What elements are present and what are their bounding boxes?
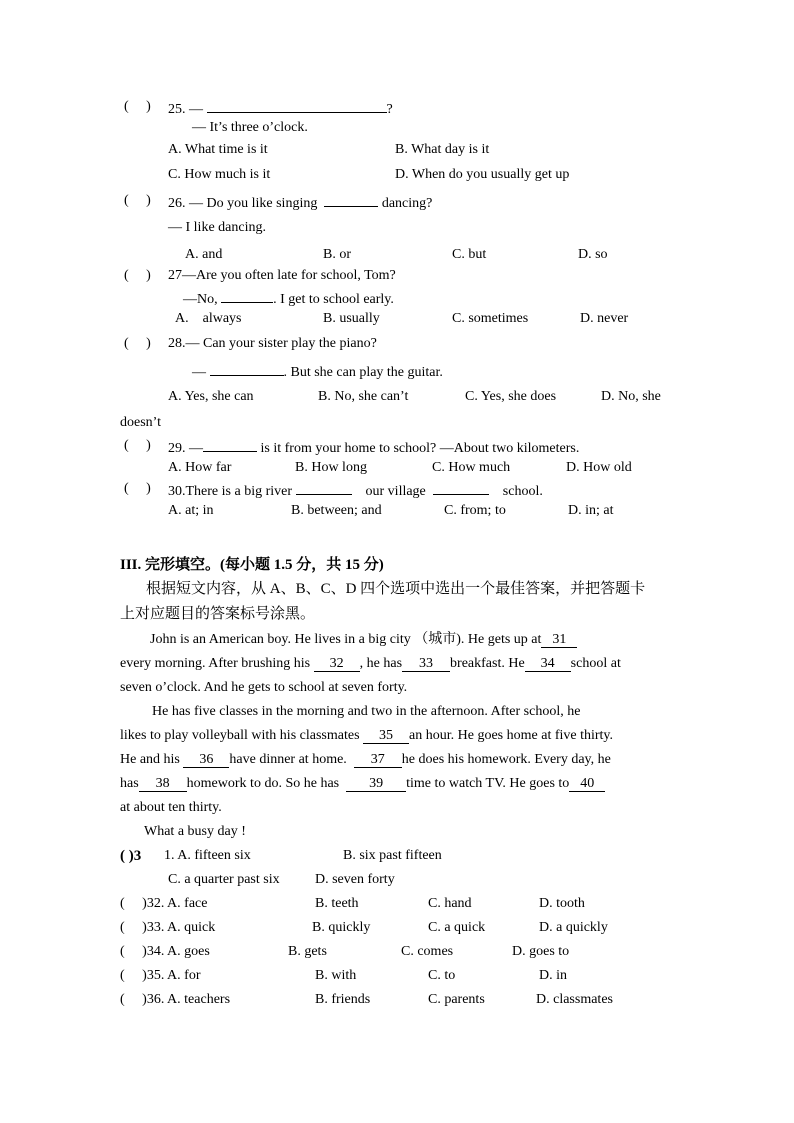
q28-option-a[interactable]: A. Yes, she can	[168, 389, 254, 404]
q27-option-d[interactable]: D. never	[580, 311, 629, 326]
q28-reply-pre: —	[192, 365, 206, 380]
q29-post: is it from your home to school? —About two kilometers.	[260, 441, 580, 456]
q36-option-d[interactable]: D. classmates	[536, 992, 613, 1007]
q34-option-b[interactable]: B. gets	[288, 944, 327, 959]
blank-37[interactable]: 37	[354, 753, 402, 768]
section-3-instruction-1: 根据短文内容，从 A、B、C、D 四个选项中选出一个最佳答案，并把答题卡	[146, 581, 646, 597]
q30-option-b[interactable]: B. between; and	[291, 503, 382, 518]
q30-post: school.	[502, 484, 543, 499]
section-3-title: III. 完形填空。(每小题 1.5 分，共 15 分)	[120, 557, 384, 573]
q32-option-b[interactable]: B. teeth	[315, 896, 359, 911]
passage-p1-line2	[120, 655, 621, 673]
q28-reply	[192, 361, 443, 382]
p1-l2-a: every morning. After brushing his	[120, 656, 311, 671]
q33-option-c[interactable]: C. a quick	[428, 920, 486, 935]
q25-paren: ( )	[124, 99, 151, 114]
q26-post: dancing?	[381, 196, 433, 211]
q28-paren: ( )	[124, 336, 151, 351]
q27-option-a-text: always	[202, 311, 242, 326]
q28-option-d-cont: doesn’t	[120, 415, 161, 430]
q36-option-b[interactable]: B. friends	[315, 992, 371, 1007]
p2-l3-b: have dinner at home.	[229, 752, 347, 767]
q26-pre: 26. — Do you like singing	[168, 196, 318, 211]
p2-l2-a: likes to play volleyball with his classmates	[120, 728, 360, 743]
blank-32[interactable]: 32	[314, 657, 360, 672]
q31-paren: ( )3	[120, 848, 142, 864]
q35-option-c[interactable]: C. to	[428, 968, 456, 983]
q32-option-c[interactable]: C. hand	[428, 896, 472, 911]
q31-option-d[interactable]: D. seven forty	[315, 872, 395, 887]
q30-mid: our village	[365, 484, 426, 499]
q27-reply-post: . I get to school early.	[273, 292, 394, 307]
q28-option-b[interactable]: B. No, she can’t	[318, 389, 409, 404]
blank-35[interactable]: 35	[363, 729, 409, 744]
q35-option-d[interactable]: D. in	[539, 968, 567, 983]
q25-option-d[interactable]: D. When do you usually get up	[395, 167, 570, 182]
q28-reply-post: . But she can play the guitar.	[283, 365, 443, 380]
q27-paren: ( )	[124, 268, 151, 283]
blank-34[interactable]: 34	[525, 657, 571, 672]
q33-option-b[interactable]: B. quickly	[312, 920, 371, 935]
p2-l3-a: He and his	[120, 752, 180, 767]
passage-p2-line5: at about ten thirty.	[120, 800, 222, 815]
p2-l4-c: time to watch TV. He goes to	[406, 776, 570, 791]
q25-option-b[interactable]: B. What day is it	[395, 142, 490, 157]
section-3-instruction-2: 上对应题目的答案标号涂黑。	[120, 606, 316, 622]
q30-option-a[interactable]: A. at; in	[168, 503, 214, 518]
p1-l2-c: breakfast. He	[450, 656, 525, 671]
passage-p2-line4	[120, 775, 605, 793]
q25-reply: — It’s three o’clock.	[192, 120, 308, 135]
q32-option-a[interactable]: ( )32. A. face	[120, 896, 208, 911]
q34-option-d[interactable]: D. goes to	[512, 944, 570, 959]
q30-answer-blank-1[interactable]	[296, 480, 352, 495]
q26-option-a[interactable]: A. and	[185, 247, 223, 262]
q27-reply-pre: —No,	[183, 292, 218, 307]
q28-stem: 28.— Can your sister play the piano?	[168, 336, 377, 351]
passage-p1-line1	[150, 631, 577, 649]
blank-40[interactable]: 40	[569, 777, 605, 792]
q25-qmark: ?	[386, 102, 393, 117]
q26-reply: — I like dancing.	[168, 220, 266, 235]
q26-paren: ( )	[124, 193, 151, 208]
q25-num: 25. —	[168, 102, 203, 117]
q35-option-a[interactable]: ( )35. A. for	[120, 968, 201, 983]
q30-answer-blank-2[interactable]	[433, 480, 489, 495]
q26-option-d[interactable]: D. so	[578, 247, 608, 262]
q29-paren: ( )	[124, 438, 151, 453]
passage-closing: What a busy day !	[144, 824, 246, 839]
q30-stem	[168, 480, 543, 501]
q33-option-d[interactable]: D. a quickly	[539, 920, 608, 935]
q34-option-c[interactable]: C. comes	[401, 944, 454, 959]
passage-p2-line1: He has five classes in the morning and two in the afternoon. After school, he	[152, 704, 581, 719]
q34-option-a[interactable]: ( )34. A. goes	[120, 944, 210, 959]
q30-option-c[interactable]: C. from; to	[444, 503, 506, 518]
q27-answer-blank[interactable]	[221, 288, 273, 303]
q27-stem: 27—Are you often late for school, Tom?	[168, 268, 396, 283]
q25-option-a[interactable]: A. What time is it	[168, 142, 268, 157]
q31-option-b[interactable]: B. six past fifteen	[343, 848, 442, 863]
blank-39[interactable]: 39	[346, 777, 406, 792]
q26-stem	[168, 192, 432, 213]
q26-option-c[interactable]: C. but	[452, 247, 487, 262]
q29-answer-blank[interactable]	[203, 437, 257, 452]
q28-option-c[interactable]: C. Yes, she does	[465, 389, 557, 404]
q27-option-b[interactable]: B. usually	[323, 311, 380, 326]
q27-option-c[interactable]: C. sometimes	[452, 311, 529, 326]
q29-option-a[interactable]: A. How far	[168, 460, 232, 475]
blank-31[interactable]: 31	[541, 633, 577, 648]
q33-option-a[interactable]: ( )33. A. quick	[120, 920, 216, 935]
q29-pre: 29. —	[168, 441, 203, 456]
blank-38[interactable]: 38	[139, 777, 187, 792]
q30-pre: 30.There is a big river	[168, 484, 293, 499]
p2-l3-c: he does his homework. Every day, he	[401, 752, 611, 767]
q36-option-c[interactable]: C. parents	[428, 992, 485, 1007]
p1-l1-text: John is an American boy. He lives in a big city （城市). He gets up at	[150, 632, 542, 647]
q26-option-b[interactable]: B. or	[323, 247, 351, 262]
q25-stem	[168, 98, 393, 119]
q35-option-b[interactable]: B. with	[315, 968, 357, 983]
q29-option-c[interactable]: C. How much	[432, 460, 511, 475]
q27-option-a-letter: A.	[175, 311, 189, 326]
blank-33[interactable]: 33	[402, 657, 450, 672]
q27-option-a[interactable]	[175, 310, 242, 328]
q29-option-d[interactable]: D. How old	[566, 460, 632, 475]
p2-l4-b: homework to do. So he has	[186, 776, 340, 791]
passage-p2-line3	[120, 751, 611, 769]
blank-36[interactable]: 36	[183, 753, 229, 768]
q30-paren: ( )	[124, 481, 151, 496]
q25-option-c[interactable]: C. How much is it	[168, 167, 271, 182]
q27-reply	[183, 288, 394, 309]
q26-answer-blank[interactable]	[324, 192, 378, 207]
p2-l4-a: has	[120, 776, 139, 791]
p1-l2-d: school at	[570, 656, 621, 671]
q31-option-a[interactable]: 1. A. fifteen six	[164, 848, 251, 863]
q31-option-c[interactable]: C. a quarter past six	[168, 872, 280, 887]
q29-option-b[interactable]: B. How long	[295, 460, 367, 475]
p2-l2-b: an hour. He goes home at five thirty.	[409, 728, 614, 743]
passage-p2-line2	[120, 727, 613, 745]
q25-answer-blank[interactable]	[207, 98, 387, 113]
passage-p1-line3: seven o’clock. And he gets to school at seven forty.	[120, 680, 408, 695]
p1-l2-b: , he has	[359, 656, 403, 671]
q29-stem	[168, 437, 579, 458]
q36-option-a[interactable]: ( )36. A. teachers	[120, 992, 231, 1007]
q28-answer-blank[interactable]	[210, 361, 284, 376]
q28-option-d[interactable]: D. No, she	[601, 389, 661, 404]
q32-option-d[interactable]: D. tooth	[539, 896, 585, 911]
q30-option-d[interactable]: D. in; at	[568, 503, 614, 518]
